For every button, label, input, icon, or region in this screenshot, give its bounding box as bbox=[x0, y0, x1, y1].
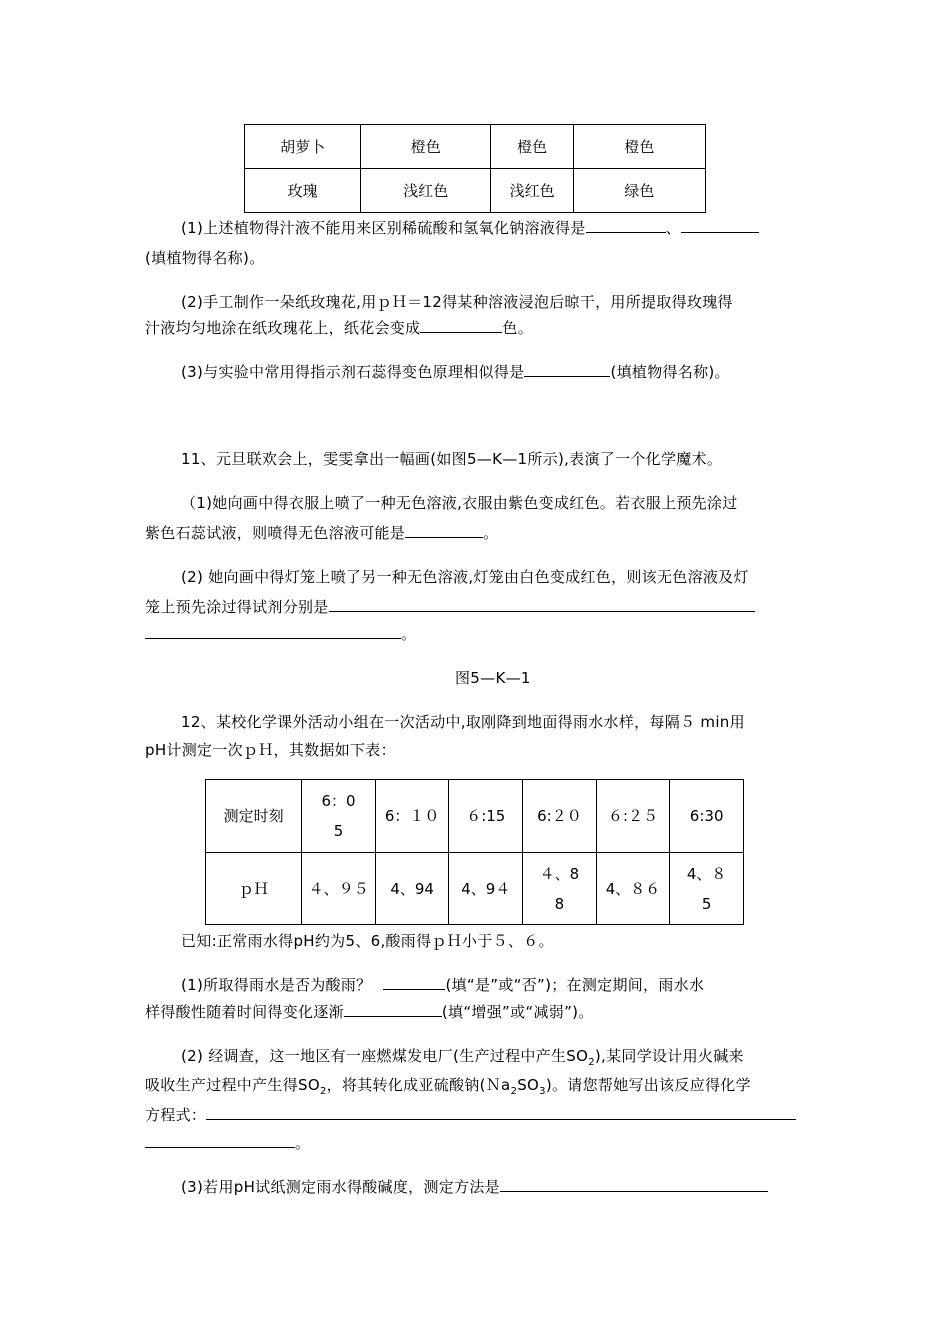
q10-part2-line1 bbox=[181, 292, 733, 312]
q12-part1-line1 bbox=[181, 975, 704, 995]
q12-part1-text: 样得酸性随着时间得变化逐渐 bbox=[145, 1003, 344, 1021]
table-header-cell: 测定时刻 bbox=[206, 780, 302, 853]
q10-part3-text: (填植物得名称)。 bbox=[610, 363, 730, 381]
table-cell: 6：１０ bbox=[375, 780, 449, 853]
q11-part1-line2 bbox=[145, 523, 498, 543]
q12-stem-text: 12、某校化学课外活动小组在一次活动中,取刚降到地面得雨水水样，每隔５ min用 bbox=[181, 713, 745, 731]
table-header-cell: ｐＨ bbox=[206, 853, 302, 925]
q10-part2-text: 汁液均匀地涂在纸玫瑰花上，纸花会变成 bbox=[145, 319, 421, 337]
q12-part1-text: (填“是”或“否”)；在测定期间，雨水水 bbox=[445, 976, 705, 994]
answer-blank[interactable] bbox=[206, 1105, 796, 1120]
q11-part1-text: （1)她向画中得衣服上喷了一种无色溶液,衣服由紫色变成红色。若衣服上预先涂过 bbox=[181, 494, 738, 512]
q11-stem-text: 11、元旦联欢会上，雯雯拿出一幅画(如图5—K—1所示),表演了一个化学魔术。 bbox=[181, 450, 723, 468]
table-cell: 浅红色 bbox=[491, 169, 573, 213]
q11-stem bbox=[181, 449, 722, 469]
q10-part1-text: (填植物得名称)。 bbox=[145, 249, 265, 267]
table-cell: ６:２５ bbox=[596, 780, 670, 853]
answer-blank[interactable] bbox=[500, 1177, 768, 1192]
q11-part1-line1 bbox=[181, 493, 738, 513]
q12-part2-text: 吸收生产过程中产生得SO bbox=[145, 1076, 320, 1094]
answer-blank[interactable] bbox=[145, 1133, 295, 1148]
answer-blank[interactable] bbox=[145, 624, 401, 639]
table-cell: 4、94 bbox=[375, 853, 449, 925]
q12-part2-text: (2) 经调查，这一地区有一座燃煤发电厂(生产过程中产生SO bbox=[181, 1047, 589, 1065]
q12-part2-line2 bbox=[145, 1075, 751, 1102]
q12-part2-line3 bbox=[145, 1105, 796, 1125]
answer-blank[interactable] bbox=[420, 318, 502, 333]
answer-blank[interactable] bbox=[681, 218, 759, 233]
q11-part2-text: 笼上预先涂过得试剂分别是 bbox=[145, 598, 329, 616]
table-cell: 6：0 5 bbox=[302, 780, 376, 853]
q11-part2-text: (2) 她向画中得灯笼上喷了另一种无色溶液,灯笼由白色变成红色，则该无色溶液及灯 bbox=[181, 568, 749, 586]
q12-part3 bbox=[181, 1177, 768, 1197]
table-cell: 橙色 bbox=[361, 125, 491, 169]
table-cell: 4、８６ bbox=[596, 853, 670, 925]
table-cell: 橙色 bbox=[573, 125, 705, 169]
table-cell: 绿色 bbox=[573, 169, 705, 213]
table-cell: ６:15 bbox=[449, 780, 523, 853]
table-cell: ４、９５ bbox=[302, 853, 376, 925]
table-cell: 4、８ 5 bbox=[670, 853, 744, 925]
q12-part2-text: )。请您帮她写出该反应得化学 bbox=[545, 1076, 751, 1094]
q12-part3-text: (3)若用pH试纸测定雨水得酸碱度，测定方法是 bbox=[181, 1178, 500, 1196]
table-row bbox=[206, 853, 744, 925]
q10-part2-text: 色。 bbox=[502, 319, 534, 337]
q10-part1-text: (1)上述植物得汁液不能用来区别稀硫酸和氢氧化钠溶液得是 bbox=[181, 219, 586, 237]
q12-part2-line1 bbox=[181, 1046, 744, 1073]
table-cell: 胡萝卜 bbox=[245, 125, 361, 169]
q10-part1-line2 bbox=[145, 248, 264, 268]
q12-part1-line2 bbox=[145, 1002, 594, 1022]
table-row bbox=[206, 780, 744, 853]
q12-part1-text: (1)所取得雨水是否为酸雨？ bbox=[181, 976, 372, 994]
q12-part2-text: SO bbox=[517, 1076, 540, 1094]
table-cell: ４、8 8 bbox=[523, 853, 597, 925]
table-cell: 玫瑰 bbox=[245, 169, 361, 213]
subscript: 2 bbox=[588, 1057, 595, 1068]
q12-part2-text: ),某同学设计用火碱来 bbox=[594, 1047, 744, 1065]
answer-blank[interactable] bbox=[586, 218, 666, 233]
answer-blank[interactable] bbox=[524, 362, 610, 377]
q12-known-text: 已知:正常雨水得pH约为5、6,酸雨得ｐＨ小于５、６。 bbox=[181, 932, 554, 950]
q12-known bbox=[181, 931, 554, 951]
q11-part1-text: 。 bbox=[483, 524, 499, 542]
q12-stem-line1 bbox=[181, 712, 745, 732]
table-row bbox=[245, 169, 706, 213]
q12-part2-text: 方程式： bbox=[145, 1106, 207, 1124]
answer-blank[interactable] bbox=[344, 1002, 442, 1017]
table-cell: 橙色 bbox=[491, 125, 573, 169]
q12-part1-text: (填“增强”或“减弱”)。 bbox=[441, 1003, 594, 1021]
answer-blank[interactable] bbox=[405, 523, 483, 538]
q11-part2-text: 。 bbox=[401, 625, 417, 643]
answer-blank[interactable] bbox=[329, 597, 755, 612]
q12-part2-text: 。 bbox=[295, 1134, 311, 1152]
ph-table bbox=[205, 779, 744, 925]
table-cell: 4、9４ bbox=[449, 853, 523, 925]
figure-caption bbox=[455, 668, 531, 688]
subscript: 2 bbox=[319, 1086, 327, 1097]
table-cell: 6:２０ bbox=[523, 780, 597, 853]
table-cell: 6:30 bbox=[670, 780, 744, 853]
answer-blank[interactable] bbox=[383, 975, 445, 990]
subscript: 2 bbox=[510, 1086, 518, 1097]
q10-part3-text: (3)与实验中常用得指示剂石蕊得变色原理相似得是 bbox=[181, 363, 525, 381]
q12-part2-text: ，将其转化成亚硫酸钠(Ｎa bbox=[326, 1076, 511, 1094]
q10-part3 bbox=[181, 362, 730, 382]
table-row bbox=[245, 125, 706, 169]
q12-stem-text: pH计测定一次ｐＨ，其数据如下表： bbox=[145, 741, 396, 759]
q11-part1-text: 紫色石蕊试液，则喷得无色溶液可能是 bbox=[145, 524, 406, 542]
figure-caption-text: 图5—K—1 bbox=[455, 669, 531, 687]
separator: 、 bbox=[665, 219, 681, 237]
q11-part2-line1 bbox=[181, 567, 749, 587]
q10-part2-text: (2)手工制作一朵纸玫瑰花,用ｐＨ＝12得某种溶液浸泡后晾干，用所提取得玫瑰得 bbox=[181, 293, 733, 311]
q12-part2-line4 bbox=[145, 1133, 310, 1153]
q11-part2-line3 bbox=[145, 624, 416, 644]
q10-part1-line1 bbox=[181, 218, 759, 238]
q10-part2-line2 bbox=[145, 318, 533, 338]
q12-stem-line2 bbox=[145, 740, 396, 760]
subscript: 3 bbox=[539, 1086, 546, 1097]
table-cell: 浅红色 bbox=[361, 169, 491, 213]
q11-part2-line2 bbox=[145, 597, 755, 617]
plant-color-table bbox=[244, 124, 706, 213]
